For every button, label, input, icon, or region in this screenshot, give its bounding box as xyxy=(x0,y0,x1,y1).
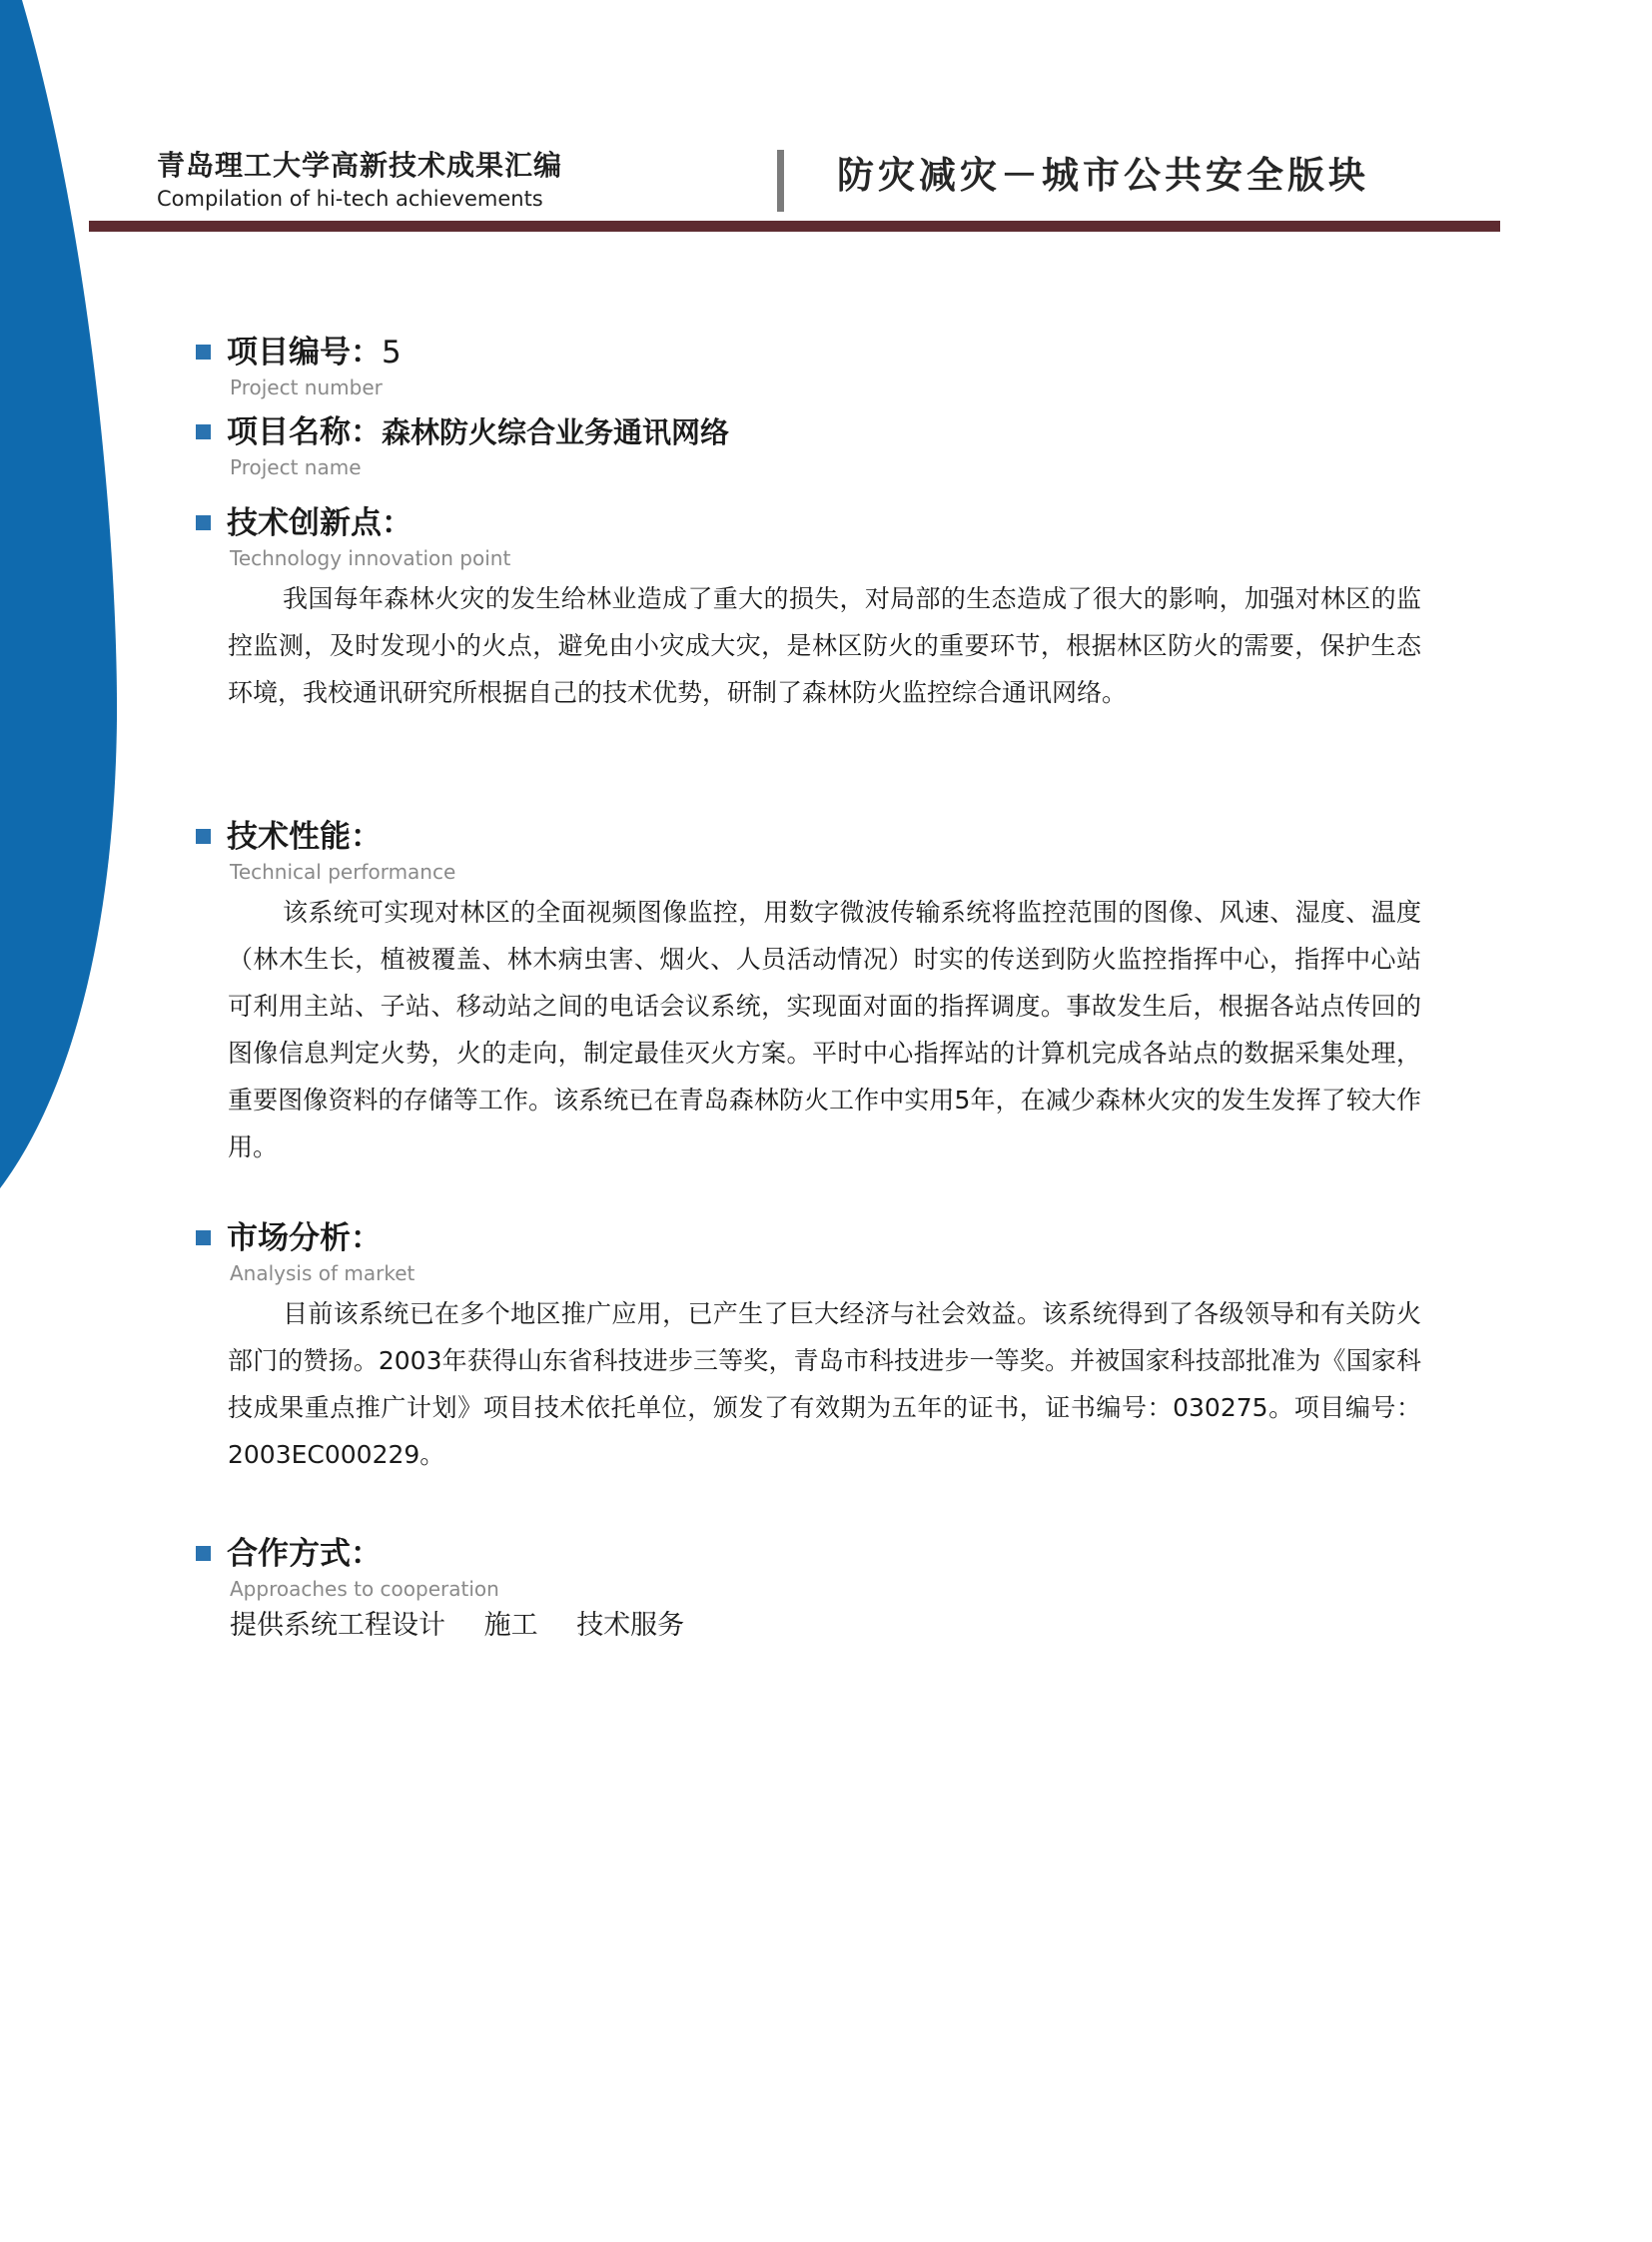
project-name-section xyxy=(196,412,1424,480)
performance-en: Technical performance xyxy=(230,860,456,884)
cooperation-item: 技术服务 xyxy=(576,1610,685,1641)
section-heading xyxy=(196,412,1424,452)
performance-text: 该系统可实现对林区的全面视频图像监控，用数字微波传输系统将监控范围的图像、风速、湿度、温度（林木生长，植被覆盖、林木病虫害、烟火、人员活动情况）时实的传送到防火监控指挥中心，指挥中心站可利用主站、子站、移动站之间的电话会议系统，实现面对面的指挥调度。事故发生后，根据各站点传回的图像信息判定火势，火的走向，制定最佳灭火方案。平时中心指挥站的计算机完成各站点的数据采集处理，重要图像资料的存储等工作。该系统已在青岛森林防火工作中实用5年，在减少森林火灾的发生发挥了较大作用。 xyxy=(228,898,1421,1161)
section-heading xyxy=(196,817,1424,857)
project-name-value: 森林防火综合业务通讯网络 xyxy=(382,415,730,449)
header-left xyxy=(157,149,563,211)
bullet-square-icon xyxy=(196,515,211,530)
cooperation-list xyxy=(230,1608,1424,1644)
project-number-value: 5 xyxy=(382,335,402,371)
header-title-en: Compilation of hi-tech achievements xyxy=(157,187,543,211)
label-text: 项目编号： xyxy=(227,335,382,371)
market-section xyxy=(196,1218,1424,1478)
bullet-square-icon xyxy=(196,829,211,844)
cooperation-section xyxy=(196,1534,1424,1644)
side-decoration-arc xyxy=(0,0,140,1188)
section-heading xyxy=(196,1534,1424,1574)
project-number-label xyxy=(227,333,402,373)
bullet-square-icon xyxy=(196,424,211,439)
innovation-en: Technology innovation point xyxy=(230,546,511,570)
market-text: 目前该系统已在多个地区推广应用，已产生了巨大经济与社会效益。该系统得到了各级领导和有关防火部门的赞扬。2003年获得山东省科技进步三等奖，青岛市科技进步一等奖。并被国家科技部批准为《国家科技成果重点推广计划》项目技术依托单位，颁发了有效期为五年的证书，证书编号：030275。项目编号：2003EC000229。 xyxy=(228,1299,1421,1469)
innovation-text: 我国每年森林火灾的发生给林业造成了重大的损失，对局部的生态造成了很大的影响，加强对林区的监控监测，及时发现小的火点，避免由小灾成大灾，是林区防火的重要环节，根据林区防火的需要，保护生态环境，我校通讯研究所根据自己的技术优势，研制了森林防火监控综合通讯网络。 xyxy=(228,584,1421,707)
innovation-label: 技术创新点： xyxy=(227,505,413,541)
project-number-section xyxy=(196,333,1424,400)
section-heading xyxy=(196,1218,1424,1258)
section-title: 防灾减灾－城市公共安全版块 xyxy=(837,153,1369,197)
section-heading xyxy=(196,333,1424,373)
performance-section xyxy=(196,817,1424,1170)
cooperation-item: 施工 xyxy=(483,1610,538,1641)
project-number-en: Project number xyxy=(230,375,383,399)
market-en: Analysis of market xyxy=(230,1261,415,1285)
bullet-square-icon xyxy=(196,345,211,360)
bullet-square-icon xyxy=(196,1546,211,1561)
project-name-label xyxy=(227,412,729,452)
header-rule xyxy=(89,221,1500,232)
performance-label: 技术性能： xyxy=(227,819,382,855)
header-title-cn: 青岛理工大学高新技术成果汇编 xyxy=(157,149,563,182)
cooperation-item: 提供系统工程设计 xyxy=(230,1610,445,1641)
bullet-square-icon xyxy=(196,1230,211,1245)
project-name-en: Project name xyxy=(230,455,362,479)
label-text: 项目名称： xyxy=(227,414,382,450)
cooperation-en: Approaches to cooperation xyxy=(230,1577,499,1601)
header-divider xyxy=(777,150,784,212)
cooperation-label: 合作方式： xyxy=(227,1536,382,1572)
section-heading xyxy=(196,503,1424,543)
innovation-section xyxy=(196,503,1424,716)
market-label: 市场分析： xyxy=(227,1220,382,1256)
